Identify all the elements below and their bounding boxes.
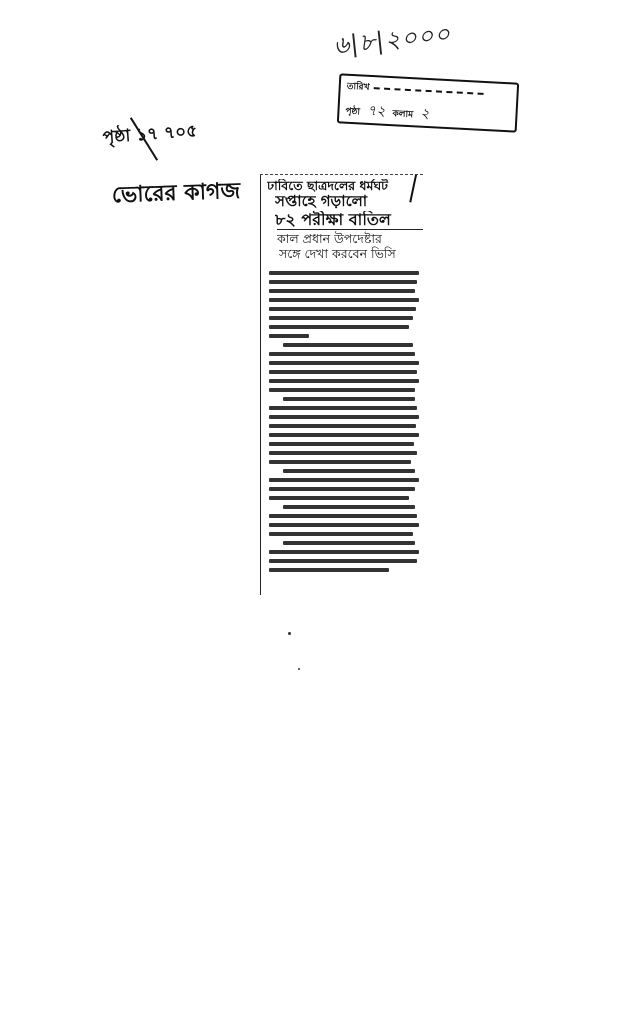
handwritten-date: ৬|৮|২০০০	[332, 19, 453, 60]
stamp-page-label: পৃষ্ঠা	[345, 106, 361, 118]
stamp-date-label: তারিখ	[346, 81, 370, 93]
page-reference-text: পৃষ্ঠা ১৭ ৭০৫	[102, 121, 198, 148]
newspaper-clipping	[260, 174, 423, 595]
stamp-column-value: ২	[419, 105, 430, 123]
stamp-date-line	[373, 87, 483, 95]
stamp-column-label: কলাম	[392, 109, 414, 121]
headline-line-2: সপ্তাহে গড়ালো	[275, 193, 368, 211]
headline-line-3: ৮২ পরীক্ষা বাতিল	[275, 210, 391, 229]
subheadline-line-2: সঙ্গে দেখা করবেন ভিসি	[279, 246, 396, 262]
page-reference	[102, 115, 244, 161]
subheadline-line-1: কাল প্রধান উপদেষ্টার	[277, 229, 423, 246]
speck	[288, 632, 291, 635]
newspaper-name: ভোরের কাগজ	[111, 178, 241, 209]
archive-stamp	[337, 73, 519, 132]
headline-line-1: ঢাবিতে ছাত্রদলের ধর্মঘট	[267, 179, 388, 193]
stamp-page-value: ৭২	[366, 102, 386, 120]
speck	[298, 668, 300, 670]
article-body-text	[269, 271, 423, 572]
